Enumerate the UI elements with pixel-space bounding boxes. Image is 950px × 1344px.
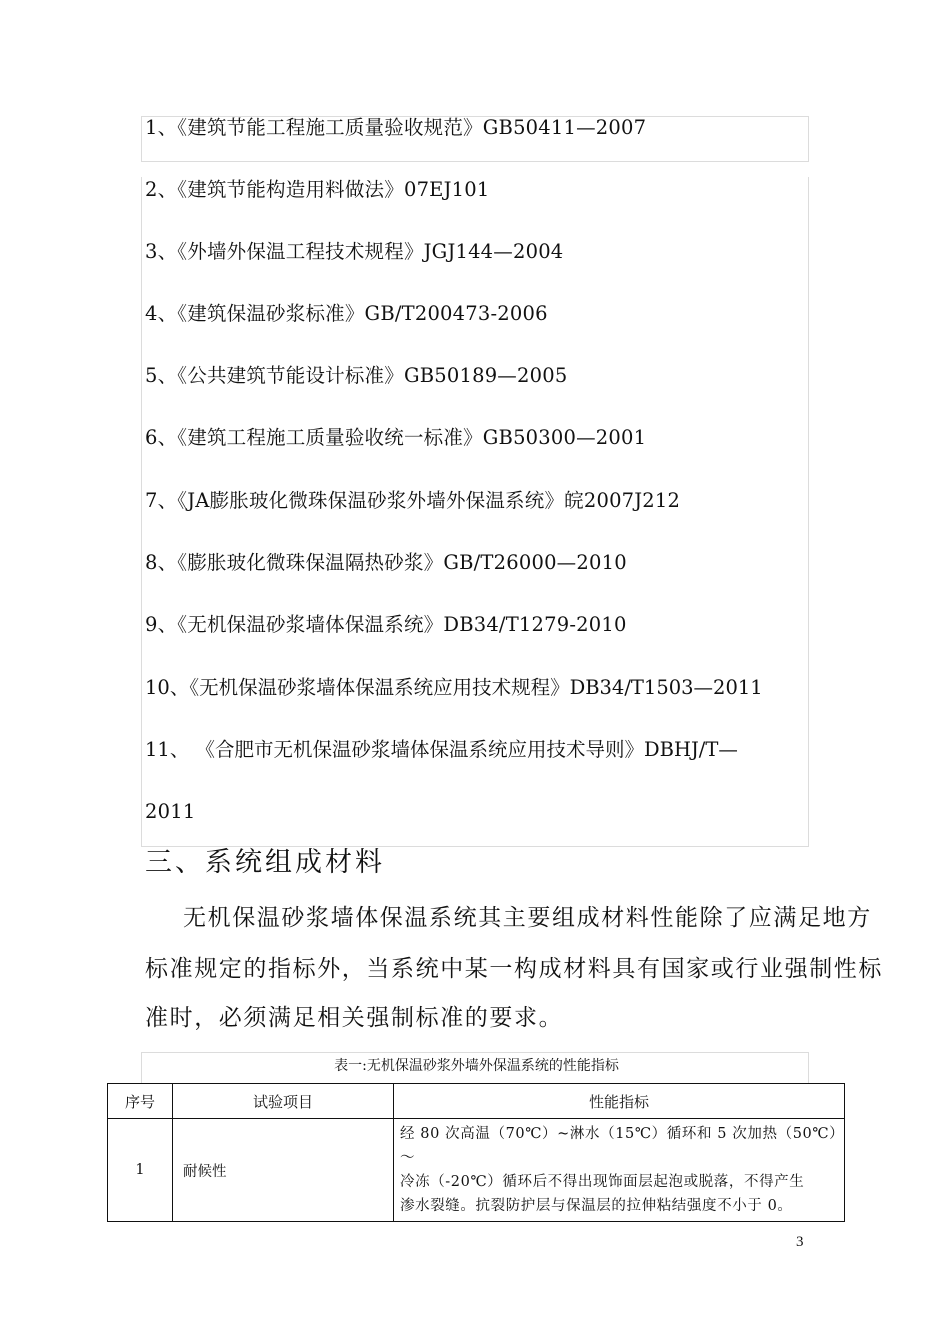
- column-header-item: 试验项目: [173, 1084, 394, 1119]
- paragraph-line: 无机保温砂浆墙体保温系统其主要组成材料性能除了应满足地方: [183, 905, 872, 931]
- reference-item: 4、《建筑保温砂浆标准》GB/T200473-2006: [145, 302, 548, 325]
- reference-item: 6、《建筑工程施工质量验收统一标准》GB50300—2001: [145, 426, 647, 449]
- column-header-spec: 性能指标: [394, 1084, 845, 1119]
- reference-item: 9、《无机保温砂浆墙体保温系统》DB34/T1279-2010: [145, 613, 627, 636]
- page-number: 3: [796, 1234, 804, 1250]
- reference-item: 3、《外墙外保温工程技术规程》JGJ144—2004: [145, 240, 564, 263]
- reference-item: 5、《公共建筑节能设计标准》GB50189—2005: [145, 364, 568, 387]
- table-caption: 表一:无机保温砂浆外墙外保温系统的性能指标: [334, 1058, 619, 1074]
- table-header-row: [108, 1084, 845, 1119]
- paragraph-line: 标准规定的指标外，当系统中某一构成材料具有国家或行业强制性标: [145, 956, 883, 982]
- row-item: 耐候性: [173, 1119, 394, 1222]
- row-spec: [394, 1119, 845, 1222]
- row-number: 1: [108, 1119, 173, 1222]
- reference-item: 1、《建筑节能工程施工质量验收规范》GB50411—2007: [145, 116, 647, 139]
- spec-line: 渗水裂缝。抗裂防护层与保温层的拉伸粘结强度不小于 0。: [400, 1198, 793, 1214]
- spec-line: 冷冻（-20℃）循环后不得出现饰面层起泡或脱落，不得产生: [400, 1174, 805, 1190]
- reference-item: 7、《JA膨胀玻化微珠保温砂浆外墙外保温系统》皖2007J212: [145, 489, 681, 512]
- spec-line: 经 80 次高温（70℃）~淋水（15℃）循环和 5 次加热（50℃）～: [400, 1126, 838, 1166]
- paragraph-line: 准时，必须满足相关强制标准的要求。: [145, 1005, 564, 1031]
- reference-item-continued: 2011: [145, 800, 196, 823]
- section-title: 三、系统组成材料: [145, 847, 385, 878]
- performance-table: [107, 1083, 845, 1222]
- column-header-no: 序号: [108, 1084, 173, 1119]
- reference-item: 10、《无机保温砂浆墙体保温系统应用技术规程》DB34/T1503—2011: [145, 676, 763, 699]
- table-row: [108, 1119, 845, 1222]
- reference-item: 2、《建筑节能构造用料做法》07EJ101: [145, 178, 490, 201]
- reference-item: 8、《膨胀玻化微珠保温隔热砂浆》GB/T26000—2010: [145, 551, 627, 574]
- reference-item: 11、 《合肥市无机保温砂浆墙体保温系统应用技术导则》DBHJ/T—: [145, 738, 738, 761]
